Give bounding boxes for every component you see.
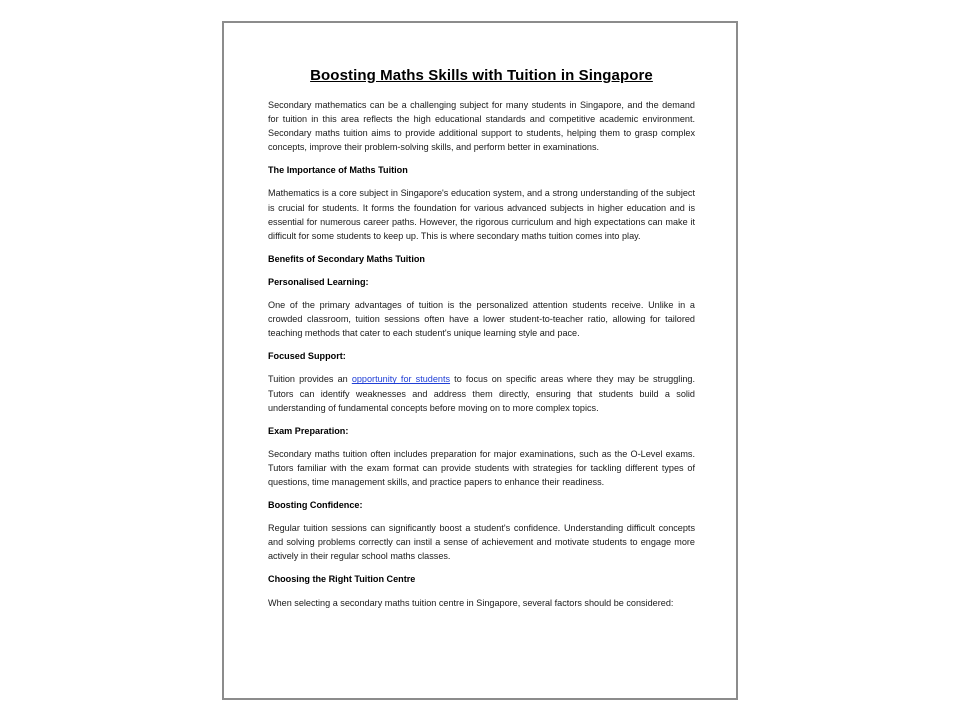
choosing-paragraph: When selecting a secondary maths tuition centre in Singapore, several factors should be considered:: [268, 597, 674, 608]
page-title: Boosting Maths Skills with Tuition in Singapore: [310, 67, 653, 84]
focused-text-after: to focus on specific areas where they may be struggling. Tutors can identify weaknesses and address them directly, ensuring that students build a solid understanding of fundamental concepts before moving on to more complex topics.: [268, 374, 695, 413]
choosing-heading: Choosing the Right Tuition Centre: [268, 574, 416, 585]
exam-heading: Exam Preparation:: [268, 425, 349, 436]
opportunity-link[interactable]: opportunity for students: [351, 374, 451, 385]
exam-paragraph: Secondary maths tuition often includes preparation for major examinations, such as the O-Level exams. Tutors familiar with the exam format can provide students with strategies for tackling different types of questions, time management skills, and practice papers to enhance their readiness.: [268, 448, 695, 487]
document-content: [268, 67, 695, 619]
personalised-paragraph: One of the primary advantages of tuition is the personalized attention students receive. Unlike in a crowded classroom, tuition sessions often have a lower student-to-teacher ratio, allowing for tailored teaching methods that cater to each student's unique learning style and pace.: [268, 300, 695, 339]
personalised-heading: Personalised Learning:: [268, 276, 369, 287]
focused-paragraph: [268, 372, 695, 414]
confidence-paragraph: Regular tuition sessions can significantly boost a student's confidence. Understanding difficult concepts and solving problems correctly can instil a sense of achievement and motivate students to engage more actively in their regular school maths classes.: [268, 523, 695, 562]
focused-heading: Focused Support:: [268, 351, 346, 362]
document-page: [222, 21, 738, 700]
focused-text-before: Tuition provides an: [268, 374, 352, 385]
intro-paragraph: Secondary mathematics can be a challenging subject for many students in Singapore, and the demand for tuition in this area reflects the high educational standards and competitive academic environment. Secondary maths tuition aims to provide additional support to students, helping them to grasp complex concepts, improve their problem-solving skills, and perform better in examinations.: [268, 100, 695, 153]
importance-paragraph: Mathematics is a core subject in Singapore's education system, and a strong understanding of the subject is crucial for students. It forms the foundation for various advanced subjects in higher education and is essential for numerous career paths. However, the rigorous curriculum and high expectations can make it difficult for some students to keep up. This is where secondary maths tuition comes into play.: [268, 188, 695, 241]
benefits-heading: Benefits of Secondary Maths Tuition: [268, 253, 425, 264]
confidence-heading: Boosting Confidence:: [268, 500, 363, 511]
importance-heading: The Importance of Maths Tuition: [268, 165, 408, 176]
